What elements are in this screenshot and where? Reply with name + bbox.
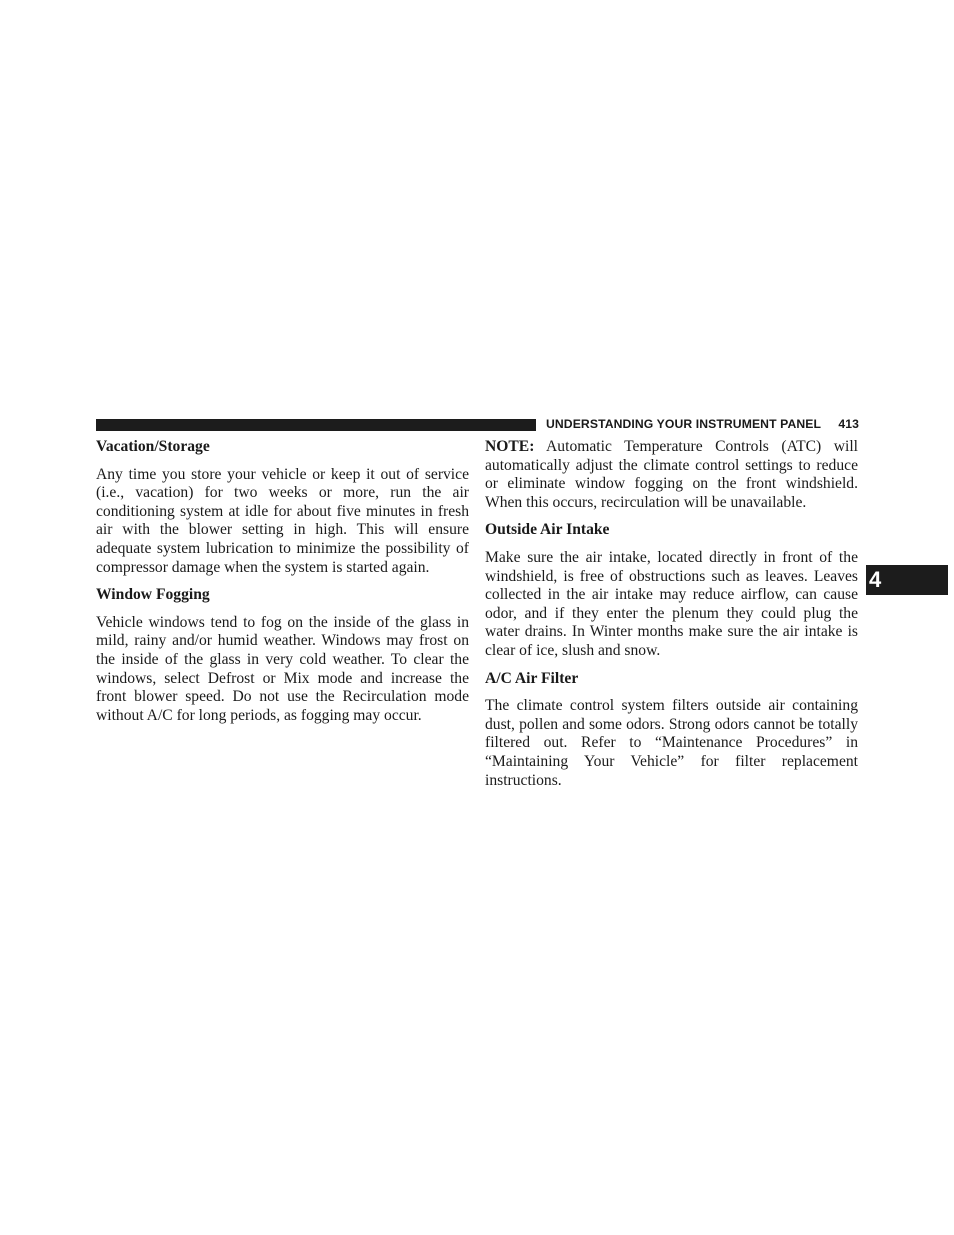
- note-paragraph: [485, 438, 858, 512]
- running-header: [546, 417, 859, 431]
- section-title: UNDERSTANDING YOUR INSTRUMENT PANEL: [546, 417, 822, 431]
- right-column: [485, 438, 858, 790]
- outside-air-intake-heading: Outside Air Intake: [485, 521, 610, 539]
- vacation-storage-heading: Vacation/Storage: [96, 438, 210, 455]
- header-rule: [96, 419, 536, 431]
- window-fogging-heading: Window Fogging: [96, 586, 210, 604]
- window-fogging-paragraph: Vehicle windows tend to fog on the inside of the glass in mild, rainy and/or humid weather. Windows may frost on the inside of the glass in very cold weather. To clear the windows, select Defrost or Mix mode and increase the front blower speed. Do not use the Recirculation mode without A/C for long periods, as fogging may occur.: [96, 613, 469, 724]
- left-column: [96, 438, 469, 725]
- page-number: 413: [838, 417, 859, 431]
- outside-air-intake-paragraph: Make sure the air intake, located directly in front of the windshield, is free of obstructions such as leaves. Leaves collected in the air intake may reduce airflow, can cause odor, and if they enter the plenum they could plug the water drains. In Winter months make sure the air intake is clear of ice, slush and snow.: [485, 548, 858, 659]
- ac-air-filter-paragraph: The climate control system filters outside air containing dust, pollen and some odors. Strong odors cannot be totally filtered out. Refer to “Maintenance Procedures” in “Maintaining Your Vehicle” for filter replacement instructions.: [485, 697, 858, 789]
- vacation-storage-paragraph: Any time you store your vehicle or keep it out of service (i.e., vacation) for two weeks or more, run the air conditioning system at idle for about five minutes in fresh air with the blower setting in high. This will ensure adequate system lubrication to minimize the possibility of compressor damage when the system is started again.: [96, 465, 469, 576]
- chapter-tab: 4: [866, 565, 948, 595]
- note-text: Automatic Temperature Controls (ATC) will automatically adjust the climate control settings to reduce or eliminate window fogging on the front windshield. When this occurs, recirculation will be unavailable.: [485, 438, 858, 511]
- ac-air-filter-heading: A/C Air Filter: [485, 669, 579, 687]
- note-label: NOTE:: [485, 438, 535, 455]
